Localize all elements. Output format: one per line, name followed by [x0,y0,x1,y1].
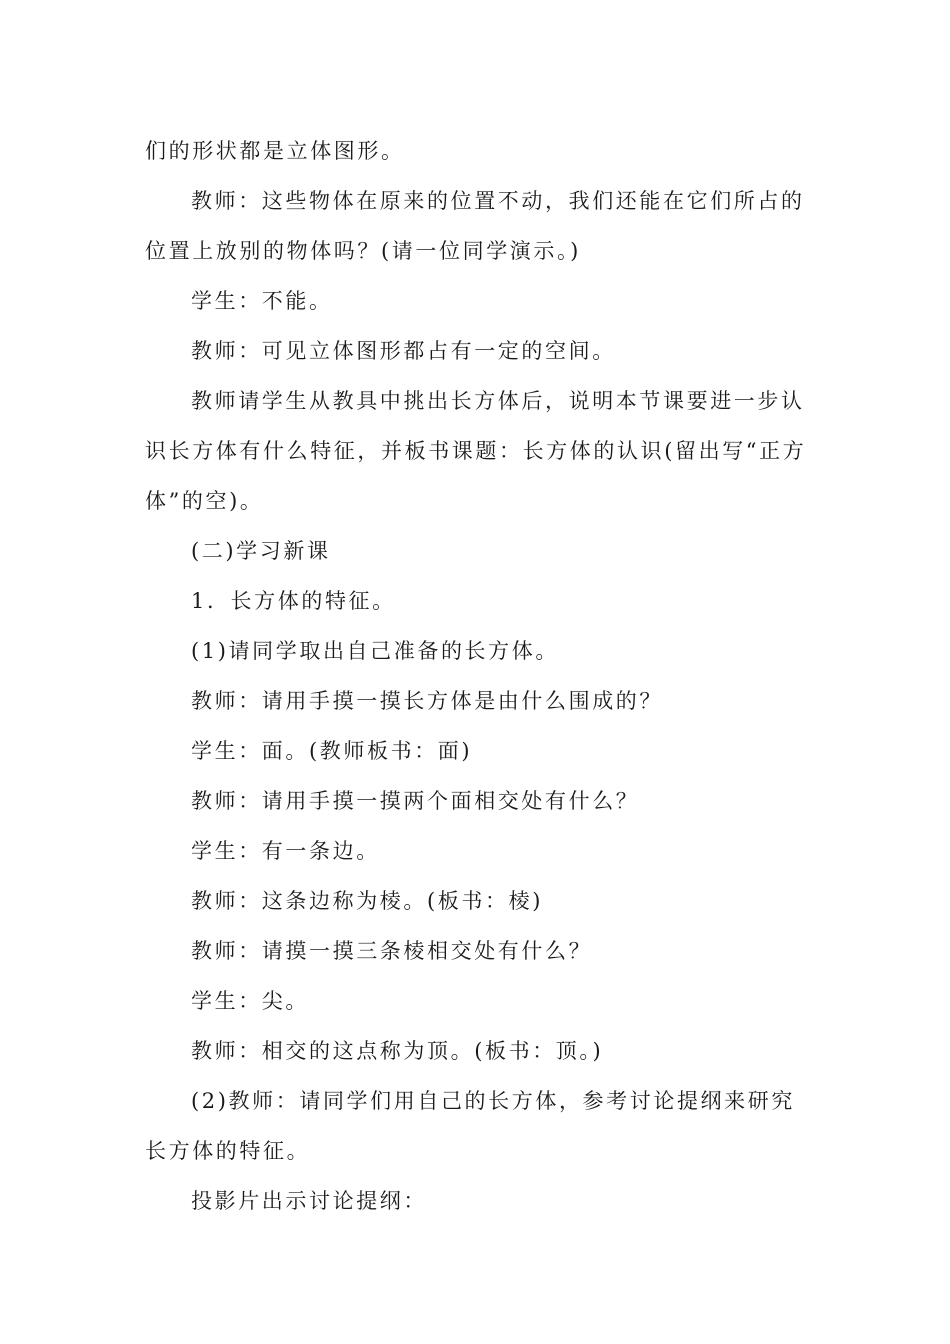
paragraph-teacher-vertex-name: 教师：相交的这点称为顶。(板书：顶。) [191,1039,604,1063]
paragraph-discussion-outline: 投影片出示讨论提纲： [191,1189,427,1213]
paragraph-student-edges: 学生：有一条边。 [191,839,380,863]
paragraph-teacher-edges: 教师：请用手摸一摸两个面相交处有什么？ [191,789,640,813]
paragraph-teacher-vertices: 教师：请摸一摸三条棱相交处有什么？ [191,939,593,963]
paragraph-step-2: (2)教师：请同学们用自己的长方体，参考讨论提纲来研究长方体的特征。 [145,1089,795,1163]
subsection-heading: 1．长方体的特征。 [191,589,396,613]
document-body [145,126,810,1226]
paragraph-lesson-intro: 教师请学生从教具中挑出长方体后，说明本节课要进一步认识长方体有什么特征，并板书课题：长方体的认识(留出写“正方体”的空)。 [145,389,807,513]
paragraph-teacher-conclusion: 教师：可见立体图形都占有一定的空间。 [191,339,616,363]
paragraph-continuation: 们的形状都是立体图形。 [145,139,405,163]
paragraph-student-vertices: 学生：尖。 [191,989,309,1013]
paragraph-student-answer: 学生：不能。 [191,289,333,313]
paragraph-student-faces: 学生：面。(教师板书：面) [191,739,473,763]
paragraph-step-1: (1)请同学取出自己准备的长方体。 [191,639,559,663]
paragraph-teacher-edge-name: 教师：这条边称为棱。(板书：棱) [191,889,543,913]
section-heading: (二)学习新课 [191,539,331,563]
paragraph-teacher-faces: 教师：请用手摸一摸长方体是由什么围成的？ [191,689,663,713]
paragraph-teacher-question: 教师：这些物体在原来的位置不动，我们还能在它们所占的位置上放别的物体吗？(请一位同学演示。) [145,189,805,263]
